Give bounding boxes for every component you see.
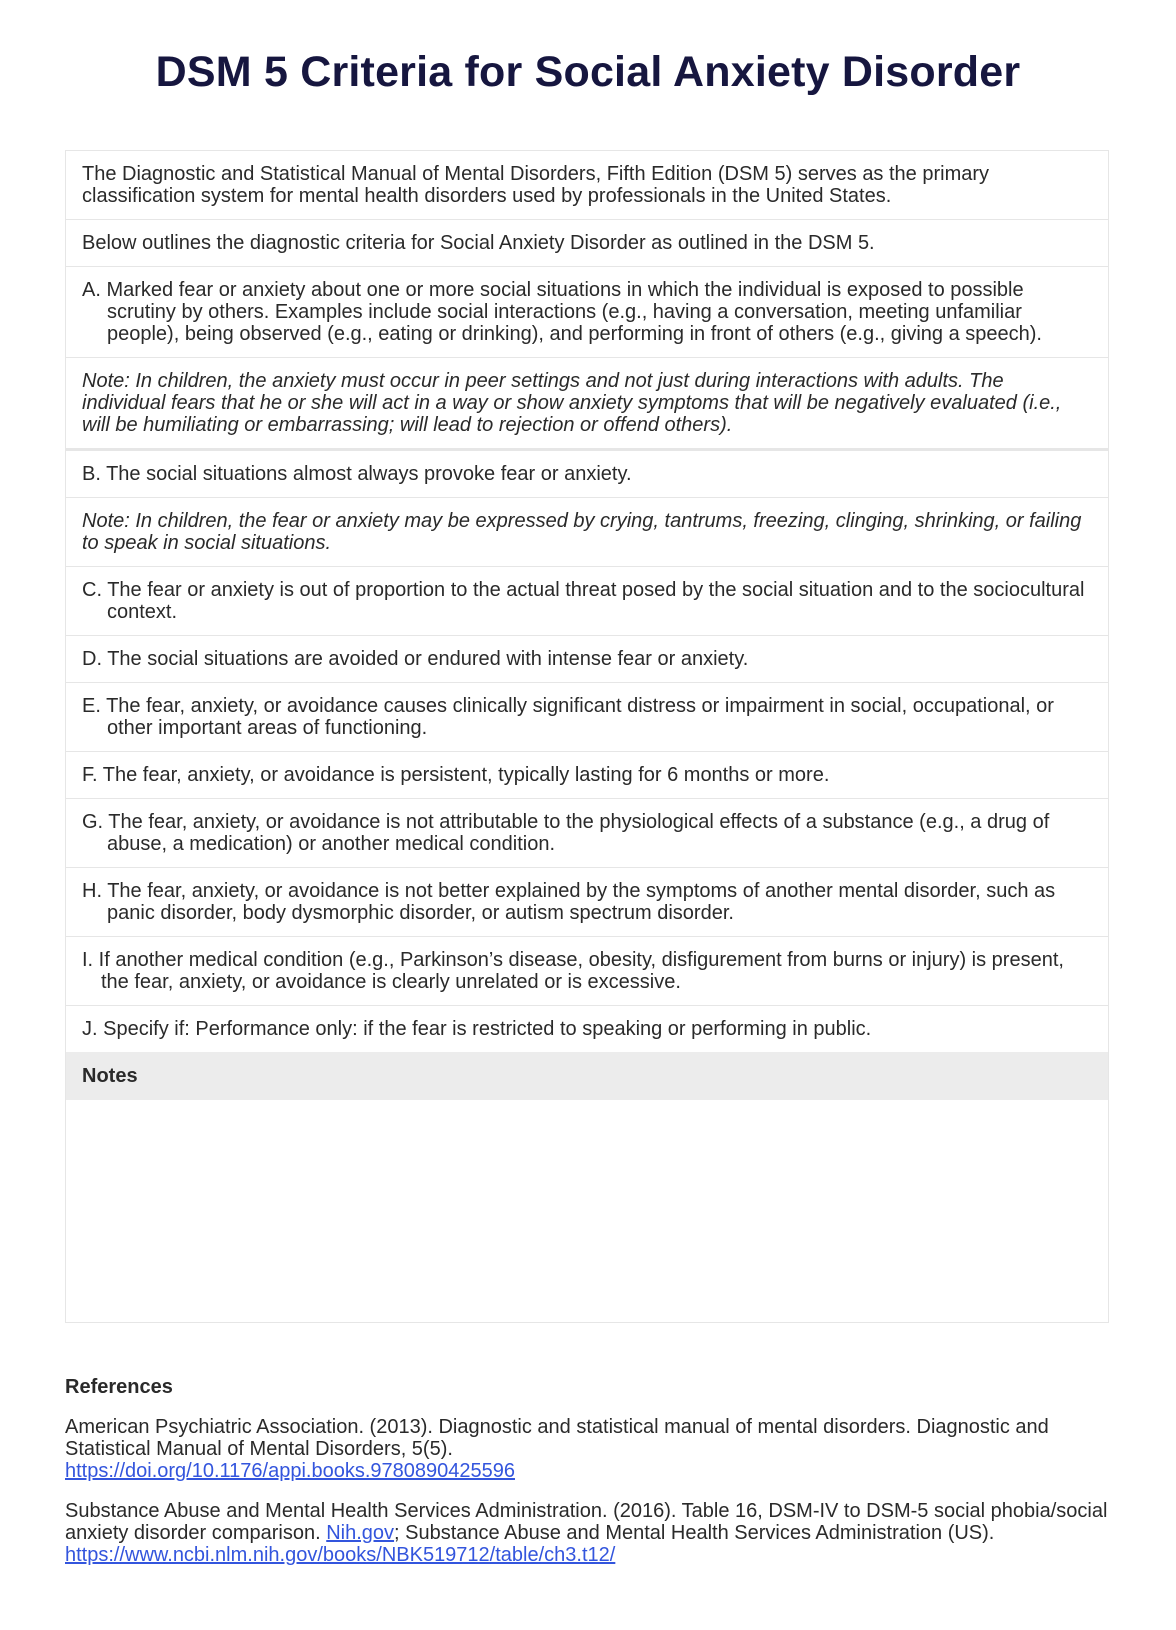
- criterion-f: F. The fear, anxiety, or avoidance is persistent, typically lasting for 6 months or more.: [66, 752, 1108, 799]
- intro-outline: Below outlines the diagnostic criteria for Social Anxiety Disorder as outlined in the DSM 5.: [66, 220, 1108, 267]
- references-section: [65, 1376, 1109, 1584]
- criterion-g: G. The fear, anxiety, or avoidance is not attributable to the physiological effects of a substance (e.g., a drug of abuse, a medication) or another medical condition.: [66, 799, 1108, 868]
- criteria-table: [65, 150, 1109, 1323]
- criterion-e: E. The fear, anxiety, or avoidance causes clinically significant distress or impairment in social, occupational, or other important areas of functioning.: [66, 683, 1108, 752]
- reference-ncbi-link[interactable]: https://www.ncbi.nlm.nih.gov/books/NBK519712/table/ch3.t12/: [65, 1544, 616, 1566]
- notes-area[interactable]: [66, 1100, 1108, 1322]
- criterion-b: B. The social situations almost always provoke fear or anxiety.: [66, 451, 1108, 498]
- criterion-b-note: Note: In children, the fear or anxiety may be expressed by crying, tantrums, freezing, clinging, shrinking, or failing to speak in social situations.: [66, 498, 1108, 567]
- reference-apa-link[interactable]: https://doi.org/10.1176/appi.books.9780890425596: [65, 1460, 515, 1482]
- reference-apa-text: American Psychiatric Association. (2013). Diagnostic and statistical manual of mental disorders. Diagnostic and Statistical Manual of Mental Disorders, 5(5).: [65, 1416, 1049, 1460]
- criterion-a: A. Marked fear or anxiety about one or more social situations in which the individual is exposed to possible scrutiny by others. Examples include social interactions (e.g., having a conversation, meeting unfamiliar people), being observed (e.g., eating or drinking), and performing in front of others (e.g., giving a speech).: [66, 267, 1108, 358]
- criterion-j: J. Specify if: Performance only: if the fear is restricted to speaking or performing in public.: [82, 1018, 872, 1040]
- intro-paragraph: The Diagnostic and Statistical Manual of Mental Disorders, Fifth Edition (DSM 5) serves as the primary classification system for mental health disorders used by professionals in the United States.: [66, 151, 1108, 220]
- criterion-a-note: Note: In children, the anxiety must occur in peer settings and not just during interactions with adults. The individual fears that he or she will act in a way or show anxiety symptoms that will be negatively evaluated (i.e., will be humiliating or embarrassing; will lead to rejection or offend others).: [66, 358, 1108, 451]
- notes-heading: Notes: [66, 1052, 1108, 1100]
- reference-apa: [65, 1416, 1109, 1482]
- criterion-i: I. If another medical condition (e.g., Parkinson’s disease, obesity, disfigurement from burns or injury) is present, the fear, anxiety, or avoidance is clearly unrelated or is excessive.: [66, 937, 1108, 1006]
- criterion-c: C. The fear or anxiety is out of proportion to the actual threat posed by the social situation and to the sociocultural context.: [66, 567, 1108, 636]
- criterion-h: H. The fear, anxiety, or avoidance is not better explained by the symptoms of another mental disorder, such as panic disorder, body dysmorphic disorder, or autism spectrum disorder.: [66, 868, 1108, 937]
- references-heading: References: [65, 1376, 173, 1398]
- reference-nih-link[interactable]: Nih.gov: [326, 1522, 395, 1544]
- criterion-d: D. The social situations are avoided or endured with intense fear or anxiety.: [66, 636, 1108, 683]
- reference-samhsa-text-2: ; Substance Abuse and Mental Health Services Administration (US).: [394, 1522, 995, 1544]
- reference-samhsa: [65, 1500, 1109, 1566]
- page-title: DSM 5 Criteria for Social Anxiety Disorder: [155, 48, 1021, 96]
- reference-samhsa-text: Substance Abuse and Mental Health Services Administration. (2016). Table 16, DSM-IV to DSM-5 social phobia/social anxiety disorder comparison.: [65, 1500, 1108, 1544]
